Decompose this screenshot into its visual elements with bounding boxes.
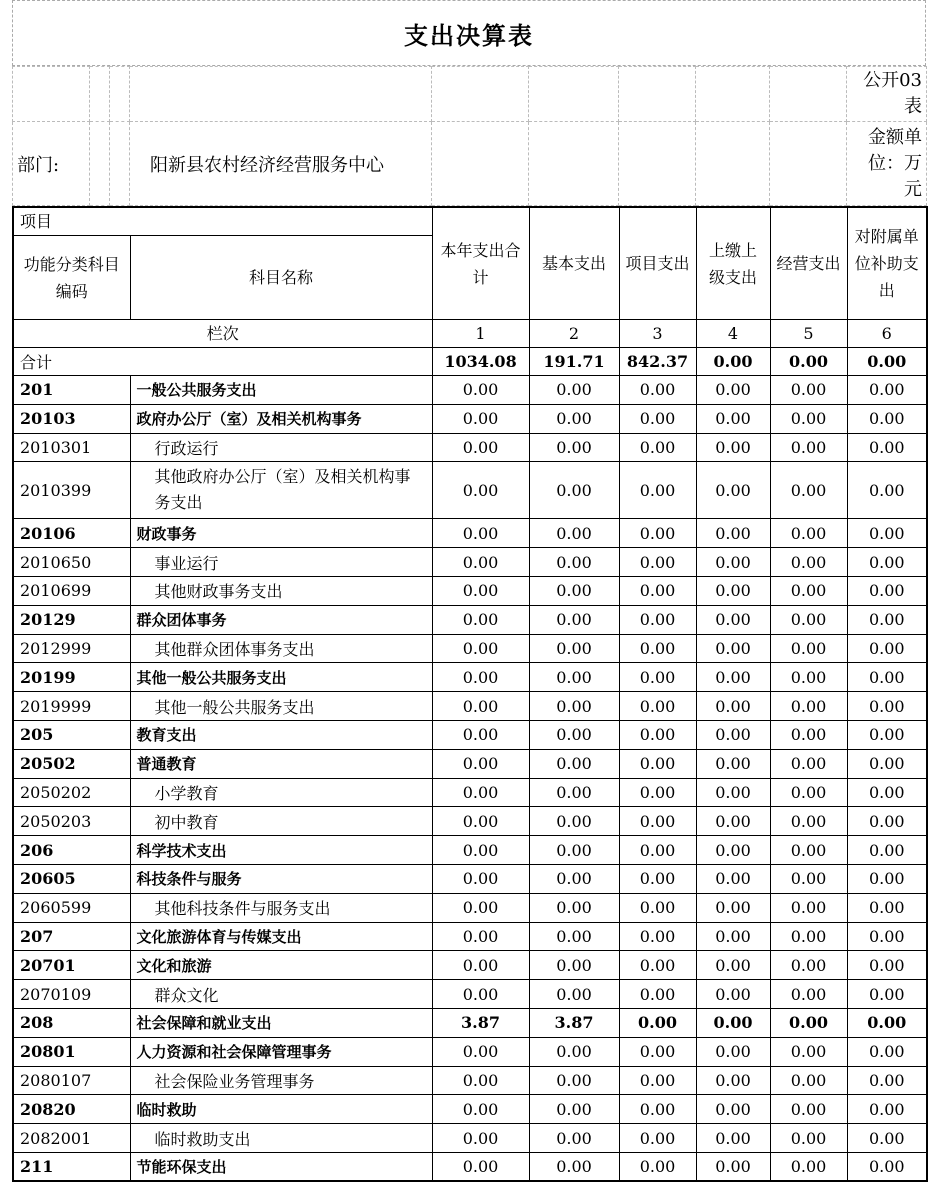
row-value: 0.00 [847, 893, 927, 922]
table-row [13, 893, 927, 922]
row-value: 0.00 [432, 404, 529, 433]
row-name: 其他政府办公厅（室）及相关机构事务支出 [130, 462, 432, 519]
row-value: 0.00 [432, 1095, 529, 1124]
total-value: 191.71 [529, 348, 619, 376]
row-value: 0.00 [847, 1124, 927, 1153]
row-value: 0.00 [432, 634, 529, 663]
row-value: 0.00 [770, 634, 847, 663]
row-value: 0.00 [847, 634, 927, 663]
row-code: 20605 [13, 864, 130, 893]
row-value: 0.00 [770, 922, 847, 951]
header-total: 本年支出合计 [432, 207, 529, 320]
row-value: 0.00 [619, 692, 696, 721]
row-value: 0.00 [432, 692, 529, 721]
header-project: 项目 [13, 207, 432, 236]
row-value: 0.00 [529, 576, 619, 605]
row-value: 0.00 [770, 720, 847, 749]
col-num: 2 [529, 320, 619, 348]
row-name: 文化旅游体育与传媒支出 [130, 922, 432, 951]
row-code: 2070109 [13, 980, 130, 1009]
row-code: 2082001 [13, 1124, 130, 1153]
row-value: 0.00 [770, 404, 847, 433]
row-value: 0.00 [696, 548, 770, 577]
row-value: 0.00 [529, 663, 619, 692]
row-value: 0.00 [770, 462, 847, 519]
table-row [13, 404, 927, 433]
row-value: 0.00 [847, 807, 927, 836]
header-business: 经营支出 [770, 207, 847, 320]
row-name: 其他一般公共服务支出 [130, 692, 432, 721]
row-value: 0.00 [619, 864, 696, 893]
row-value: 0.00 [529, 1124, 619, 1153]
table-row [13, 1066, 927, 1095]
row-code: 20502 [13, 749, 130, 778]
row-value: 0.00 [529, 1037, 619, 1066]
dept-label: 部门: [13, 122, 90, 206]
meta-table [12, 66, 927, 206]
row-value: 0.00 [770, 807, 847, 836]
row-value: 0.00 [432, 1124, 529, 1153]
row-code: 211 [13, 1152, 130, 1181]
row-value: 0.00 [770, 576, 847, 605]
row-value: 0.00 [619, 1124, 696, 1153]
table-row [13, 605, 927, 634]
row-code: 207 [13, 922, 130, 951]
row-name: 临时救助 [130, 1095, 432, 1124]
row-value: 0.00 [696, 922, 770, 951]
row-value: 0.00 [770, 663, 847, 692]
row-value: 0.00 [847, 749, 927, 778]
row-value: 0.00 [529, 1066, 619, 1095]
row-value: 0.00 [432, 893, 529, 922]
row-value: 0.00 [619, 376, 696, 405]
expenditure-table [12, 206, 928, 1182]
row-value: 0.00 [847, 980, 927, 1009]
row-code: 2060599 [13, 893, 130, 922]
row-name: 科技条件与服务 [130, 864, 432, 893]
table-row [13, 519, 927, 548]
table-row [13, 1008, 927, 1037]
header-upper: 上缴上级支出 [696, 207, 770, 320]
row-value: 0.00 [619, 922, 696, 951]
row-value: 0.00 [696, 951, 770, 980]
row-value: 0.00 [696, 778, 770, 807]
row-value: 0.00 [770, 1008, 847, 1037]
row-value: 0.00 [696, 605, 770, 634]
row-value: 0.00 [847, 1095, 927, 1124]
row-value: 0.00 [770, 864, 847, 893]
row-value: 0.00 [432, 807, 529, 836]
row-value: 0.00 [432, 749, 529, 778]
row-name: 临时救助支出 [130, 1124, 432, 1153]
row-value: 0.00 [432, 605, 529, 634]
total-value: 0.00 [770, 348, 847, 376]
row-value: 0.00 [696, 807, 770, 836]
table-row [13, 1037, 927, 1066]
row-value: 0.00 [619, 404, 696, 433]
row-value: 0.00 [432, 433, 529, 462]
header-code: 功能分类科目编码 [13, 236, 130, 320]
total-label: 合计 [13, 348, 432, 376]
row-value: 0.00 [619, 519, 696, 548]
row-code: 2080107 [13, 1066, 130, 1095]
row-value: 0.00 [770, 692, 847, 721]
row-value: 0.00 [847, 778, 927, 807]
row-value: 0.00 [770, 836, 847, 865]
row-value: 0.00 [770, 778, 847, 807]
header-subsidy: 对附属单位补助支出 [847, 207, 927, 320]
row-code: 2019999 [13, 692, 130, 721]
table-row [13, 692, 927, 721]
row-value: 0.00 [529, 519, 619, 548]
row-value: 0.00 [619, 433, 696, 462]
row-value: 0.00 [847, 864, 927, 893]
header-row-label: 栏次 [13, 320, 432, 348]
row-value: 0.00 [619, 1008, 696, 1037]
row-value: 0.00 [529, 1152, 619, 1181]
row-name: 事业运行 [130, 548, 432, 577]
row-value: 0.00 [529, 404, 619, 433]
table-row [13, 576, 927, 605]
row-value: 0.00 [619, 576, 696, 605]
row-value: 0.00 [619, 548, 696, 577]
row-value: 0.00 [529, 749, 619, 778]
row-value: 0.00 [619, 951, 696, 980]
row-value: 0.00 [529, 692, 619, 721]
row-value: 0.00 [619, 980, 696, 1009]
table-row [13, 778, 927, 807]
row-value: 0.00 [696, 692, 770, 721]
row-value: 0.00 [770, 1095, 847, 1124]
row-value: 0.00 [696, 663, 770, 692]
row-value: 0.00 [529, 778, 619, 807]
row-value: 0.00 [619, 462, 696, 519]
row-value: 0.00 [619, 836, 696, 865]
table-row [13, 462, 927, 519]
header-name: 科目名称 [130, 236, 432, 320]
row-value: 0.00 [696, 893, 770, 922]
row-code: 20103 [13, 404, 130, 433]
row-value: 0.00 [847, 836, 927, 865]
row-value: 0.00 [696, 1124, 770, 1153]
row-value: 0.00 [770, 548, 847, 577]
row-value: 0.00 [696, 376, 770, 405]
row-value: 0.00 [696, 634, 770, 663]
row-value: 0.00 [529, 462, 619, 519]
row-value: 0.00 [847, 404, 927, 433]
row-value: 0.00 [529, 922, 619, 951]
row-value: 0.00 [529, 1095, 619, 1124]
row-name: 教育支出 [130, 720, 432, 749]
row-value: 0.00 [847, 605, 927, 634]
row-value: 0.00 [696, 519, 770, 548]
row-code: 208 [13, 1008, 130, 1037]
row-value: 0.00 [770, 1124, 847, 1153]
row-value: 3.87 [432, 1008, 529, 1037]
row-name: 社会保险业务管理事务 [130, 1066, 432, 1095]
row-value: 0.00 [847, 1037, 927, 1066]
table-row [13, 749, 927, 778]
row-name: 财政事务 [130, 519, 432, 548]
row-name: 政府办公厅（室）及相关机构事务 [130, 404, 432, 433]
row-value: 0.00 [529, 864, 619, 893]
table-row [13, 634, 927, 663]
row-value: 0.00 [529, 634, 619, 663]
row-value: 0.00 [432, 836, 529, 865]
row-value: 0.00 [847, 692, 927, 721]
row-value: 0.00 [770, 951, 847, 980]
table-row [13, 951, 927, 980]
row-code: 2050203 [13, 807, 130, 836]
row-value: 0.00 [770, 1152, 847, 1181]
total-value: 0.00 [696, 348, 770, 376]
row-value: 0.00 [770, 605, 847, 634]
row-value: 0.00 [619, 1037, 696, 1066]
table-row [13, 980, 927, 1009]
row-value: 0.00 [770, 376, 847, 405]
dept-name: 阳新县农村经济经营服务中心 [130, 122, 432, 206]
row-code: 20199 [13, 663, 130, 692]
row-name: 其他一般公共服务支出 [130, 663, 432, 692]
row-name: 小学教育 [130, 778, 432, 807]
unit-label: 金额单位：万元 [847, 122, 927, 206]
row-value: 0.00 [619, 1066, 696, 1095]
total-row [13, 348, 927, 376]
row-value: 0.00 [847, 548, 927, 577]
row-value: 0.00 [529, 980, 619, 1009]
row-name: 其他科技条件与服务支出 [130, 893, 432, 922]
row-value: 0.00 [529, 433, 619, 462]
row-code: 20820 [13, 1095, 130, 1124]
row-name: 群众文化 [130, 980, 432, 1009]
row-value: 0.00 [619, 893, 696, 922]
row-value: 0.00 [432, 922, 529, 951]
row-value: 0.00 [432, 576, 529, 605]
row-value: 0.00 [696, 1008, 770, 1037]
row-value: 0.00 [432, 980, 529, 1009]
row-name: 社会保障和就业支出 [130, 1008, 432, 1037]
row-value: 0.00 [696, 1152, 770, 1181]
row-code: 2050202 [13, 778, 130, 807]
row-value: 0.00 [696, 980, 770, 1009]
total-value: 0.00 [847, 348, 927, 376]
row-value: 0.00 [847, 922, 927, 951]
table-row [13, 922, 927, 951]
table-row [13, 663, 927, 692]
row-value: 0.00 [696, 404, 770, 433]
row-value: 0.00 [696, 1095, 770, 1124]
row-value: 3.87 [529, 1008, 619, 1037]
row-value: 0.00 [847, 1152, 927, 1181]
row-value: 0.00 [770, 1037, 847, 1066]
row-value: 0.00 [432, 1066, 529, 1095]
row-code: 2010301 [13, 433, 130, 462]
header-basic: 基本支出 [529, 207, 619, 320]
header-project-exp: 项目支出 [619, 207, 696, 320]
row-value: 0.00 [696, 1066, 770, 1095]
row-value: 0.00 [696, 720, 770, 749]
row-value: 0.00 [696, 864, 770, 893]
row-value: 0.00 [619, 605, 696, 634]
row-value: 0.00 [619, 634, 696, 663]
row-value: 0.00 [847, 951, 927, 980]
row-value: 0.00 [847, 663, 927, 692]
row-value: 0.00 [529, 951, 619, 980]
table-row [13, 864, 927, 893]
col-num: 6 [847, 320, 927, 348]
row-value: 0.00 [770, 749, 847, 778]
table-row [13, 433, 927, 462]
row-name: 普通教育 [130, 749, 432, 778]
row-value: 0.00 [847, 376, 927, 405]
row-value: 0.00 [696, 462, 770, 519]
row-value: 0.00 [696, 749, 770, 778]
row-value: 0.00 [619, 663, 696, 692]
table-row [13, 836, 927, 865]
col-num: 5 [770, 320, 847, 348]
row-name: 其他群众团体事务支出 [130, 634, 432, 663]
row-code: 2010650 [13, 548, 130, 577]
row-value: 0.00 [619, 720, 696, 749]
row-value: 0.00 [847, 1008, 927, 1037]
row-name: 一般公共服务支出 [130, 376, 432, 405]
table-row [13, 548, 927, 577]
row-value: 0.00 [696, 1037, 770, 1066]
row-value: 0.00 [619, 749, 696, 778]
row-code: 20701 [13, 951, 130, 980]
row-value: 0.00 [619, 1095, 696, 1124]
row-value: 0.00 [847, 576, 927, 605]
row-name: 行政运行 [130, 433, 432, 462]
row-code: 201 [13, 376, 130, 405]
row-code: 20801 [13, 1037, 130, 1066]
table-body [13, 376, 927, 1182]
row-value: 0.00 [847, 462, 927, 519]
row-value: 0.00 [432, 720, 529, 749]
row-name: 人力资源和社会保障管理事务 [130, 1037, 432, 1066]
row-value: 0.00 [847, 433, 927, 462]
row-value: 0.00 [529, 376, 619, 405]
table-row [13, 1152, 927, 1181]
row-value: 0.00 [770, 980, 847, 1009]
table-row [13, 720, 927, 749]
row-value: 0.00 [847, 1066, 927, 1095]
table-row [13, 1124, 927, 1153]
row-value: 0.00 [529, 548, 619, 577]
row-name: 科学技术支出 [130, 836, 432, 865]
row-value: 0.00 [529, 807, 619, 836]
row-value: 0.00 [432, 663, 529, 692]
row-value: 0.00 [432, 864, 529, 893]
table-number: 公开03表 [847, 67, 927, 122]
col-num: 1 [432, 320, 529, 348]
row-value: 0.00 [847, 720, 927, 749]
row-code: 206 [13, 836, 130, 865]
row-value: 0.00 [529, 605, 619, 634]
row-value: 0.00 [696, 576, 770, 605]
row-value: 0.00 [770, 519, 847, 548]
row-code: 2012999 [13, 634, 130, 663]
row-value: 0.00 [432, 462, 529, 519]
row-value: 0.00 [770, 893, 847, 922]
row-name: 其他财政事务支出 [130, 576, 432, 605]
row-code: 20129 [13, 605, 130, 634]
row-value: 0.00 [432, 778, 529, 807]
row-value: 0.00 [847, 519, 927, 548]
row-value: 0.00 [432, 1152, 529, 1181]
row-name: 群众团体事务 [130, 605, 432, 634]
row-value: 0.00 [770, 433, 847, 462]
page-title: 支出决算表 [12, 0, 926, 66]
row-value: 0.00 [619, 807, 696, 836]
row-value: 0.00 [619, 1152, 696, 1181]
row-value: 0.00 [432, 548, 529, 577]
row-name: 初中教育 [130, 807, 432, 836]
row-value: 0.00 [529, 720, 619, 749]
row-value: 0.00 [432, 376, 529, 405]
row-name: 节能环保支出 [130, 1152, 432, 1181]
row-value: 0.00 [529, 836, 619, 865]
row-value: 0.00 [432, 519, 529, 548]
row-code: 20106 [13, 519, 130, 548]
row-value: 0.00 [529, 893, 619, 922]
row-name: 文化和旅游 [130, 951, 432, 980]
col-num: 4 [696, 320, 770, 348]
row-value: 0.00 [432, 1037, 529, 1066]
row-value: 0.00 [619, 778, 696, 807]
row-value: 0.00 [696, 836, 770, 865]
row-code: 2010699 [13, 576, 130, 605]
row-code: 205 [13, 720, 130, 749]
row-code: 2010399 [13, 462, 130, 519]
row-value: 0.00 [432, 951, 529, 980]
row-value: 0.00 [770, 1066, 847, 1095]
row-value: 0.00 [696, 433, 770, 462]
total-value: 842.37 [619, 348, 696, 376]
table-row [13, 807, 927, 836]
table-row [13, 1095, 927, 1124]
total-value: 1034.08 [432, 348, 529, 376]
col-num: 3 [619, 320, 696, 348]
table-row [13, 376, 927, 405]
